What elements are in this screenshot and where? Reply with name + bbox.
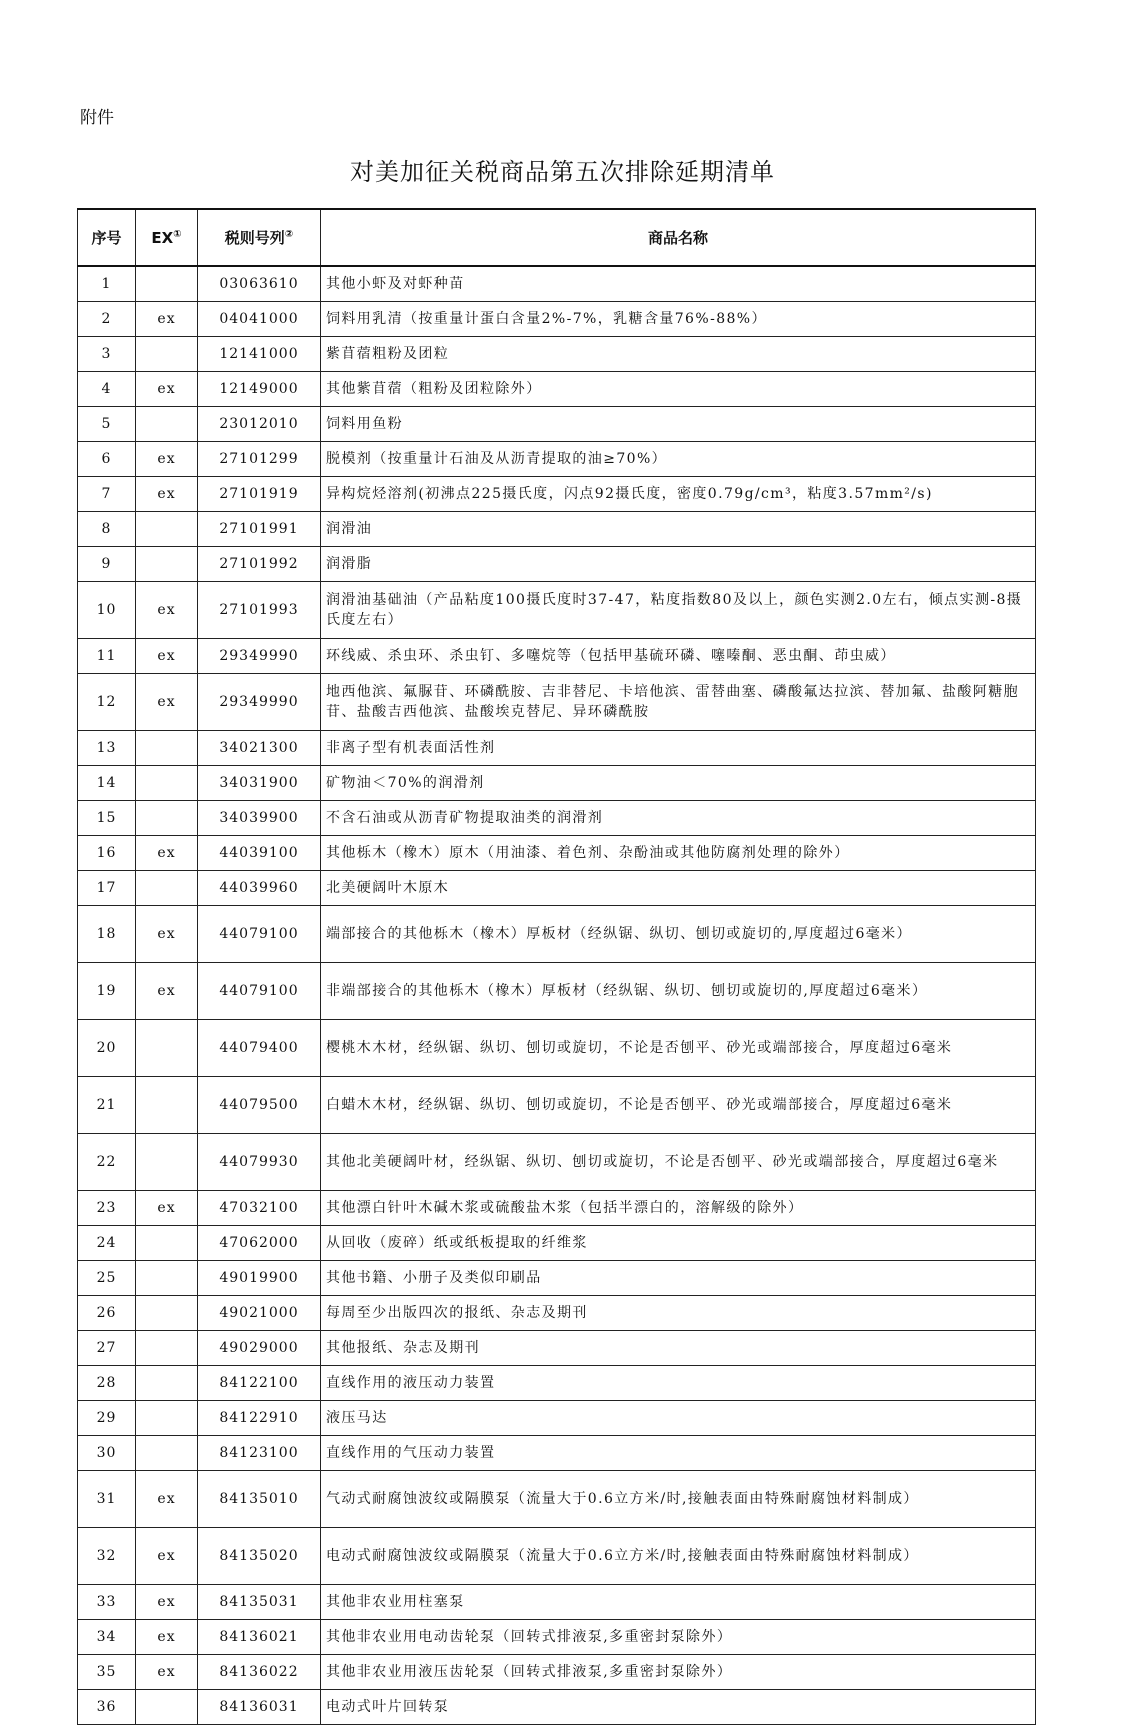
cell-ex: [136, 512, 198, 547]
page-title: 对美加征关税商品第五次排除延期清单: [350, 158, 775, 186]
table-row: [78, 1077, 1036, 1134]
cell-tariff-code: 84136021: [198, 1620, 321, 1655]
cell-ex: [136, 766, 198, 801]
cell-seq: 36: [78, 1690, 136, 1725]
cell-seq: 1: [78, 266, 136, 302]
cell-product-name: 电动式叶片回转泵: [321, 1690, 1036, 1725]
cell-ex: [136, 731, 198, 766]
cell-seq: 9: [78, 547, 136, 582]
cell-product-name: 直线作用的液压动力装置: [321, 1366, 1036, 1401]
table-row: [78, 1436, 1036, 1471]
cell-tariff-code: 84135010: [198, 1471, 321, 1528]
cell-seq: 15: [78, 801, 136, 836]
cell-tariff-code: 12141000: [198, 337, 321, 372]
table-row: [78, 302, 1036, 337]
cell-tariff-code: 44079100: [198, 963, 321, 1020]
cell-ex: [136, 1690, 198, 1725]
cell-seq: 14: [78, 766, 136, 801]
header-product-name: 商品名称: [321, 209, 1036, 266]
cell-ex: [136, 1331, 198, 1366]
cell-seq: 12: [78, 674, 136, 731]
cell-tariff-code: 27101299: [198, 442, 321, 477]
tariff-exclusion-table: [77, 208, 1036, 1725]
header-ex: EX①: [136, 209, 198, 266]
cell-ex: ex: [136, 1528, 198, 1585]
cell-product-name: 润滑脂: [321, 547, 1036, 582]
cell-ex: ex: [136, 582, 198, 639]
table-body: [78, 266, 1036, 1725]
cell-seq: 26: [78, 1296, 136, 1331]
cell-ex: [136, 871, 198, 906]
table-row: [78, 1620, 1036, 1655]
cell-seq: 3: [78, 337, 136, 372]
cell-ex: ex: [136, 302, 198, 337]
table-row: [78, 1655, 1036, 1690]
cell-seq: 24: [78, 1226, 136, 1261]
cell-tariff-code: 84136031: [198, 1690, 321, 1725]
cell-seq: 13: [78, 731, 136, 766]
cell-product-name: 其他紫苜蓿（粗粉及团粒除外）: [321, 372, 1036, 407]
cell-ex: ex: [136, 1191, 198, 1226]
cell-product-name: 紫苜蓿粗粉及团粒: [321, 337, 1036, 372]
cell-ex: ex: [136, 1655, 198, 1690]
cell-tariff-code: 49029000: [198, 1331, 321, 1366]
cell-seq: 11: [78, 639, 136, 674]
cell-seq: 20: [78, 1020, 136, 1077]
cell-ex: ex: [136, 372, 198, 407]
table-row: [78, 963, 1036, 1020]
cell-seq: 18: [78, 906, 136, 963]
cell-product-name: 地西他滨、氟脲苷、环磷酰胺、吉非替尼、卡培他滨、雷替曲塞、磷酸氟达拉滨、替加氟、盐酸阿糖胞苷、盐酸吉西他滨、盐酸埃克替尼、异环磷酰胺: [321, 674, 1036, 731]
table-row: [78, 477, 1036, 512]
cell-ex: [136, 1296, 198, 1331]
cell-tariff-code: 44079500: [198, 1077, 321, 1134]
table-header-row: [78, 209, 1036, 266]
table-row: [78, 1585, 1036, 1620]
cell-product-name: 直线作用的气压动力装置: [321, 1436, 1036, 1471]
cell-ex: ex: [136, 639, 198, 674]
cell-ex: ex: [136, 477, 198, 512]
table-row: [78, 1261, 1036, 1296]
table-row: [78, 1020, 1036, 1077]
table-row: [78, 512, 1036, 547]
cell-seq: 22: [78, 1134, 136, 1191]
cell-seq: 6: [78, 442, 136, 477]
cell-seq: 31: [78, 1471, 136, 1528]
cell-tariff-code: 47062000: [198, 1226, 321, 1261]
cell-tariff-code: 34039900: [198, 801, 321, 836]
cell-seq: 32: [78, 1528, 136, 1585]
cell-tariff-code: 44039960: [198, 871, 321, 906]
cell-seq: 34: [78, 1620, 136, 1655]
cell-tariff-code: 34031900: [198, 766, 321, 801]
cell-ex: [136, 407, 198, 442]
cell-ex: [136, 1020, 198, 1077]
cell-ex: [136, 1401, 198, 1436]
table-row: [78, 1366, 1036, 1401]
cell-product-name: 其他非农业用柱塞泵: [321, 1585, 1036, 1620]
cell-ex: ex: [136, 963, 198, 1020]
cell-ex: [136, 1077, 198, 1134]
cell-tariff-code: 49019900: [198, 1261, 321, 1296]
cell-tariff-code: 84135031: [198, 1585, 321, 1620]
attachment-label: 附件: [80, 108, 114, 128]
cell-seq: 25: [78, 1261, 136, 1296]
cell-product-name: 白蜡木木材，经纵锯、纵切、刨切或旋切，不论是否刨平、砂光或端部接合，厚度超过6毫米: [321, 1077, 1036, 1134]
cell-tariff-code: 44079100: [198, 906, 321, 963]
cell-tariff-code: 04041000: [198, 302, 321, 337]
table-row: [78, 836, 1036, 871]
cell-product-name: 饲料用鱼粉: [321, 407, 1036, 442]
cell-tariff-code: 29349990: [198, 674, 321, 731]
table-row: [78, 639, 1036, 674]
cell-tariff-code: 27101992: [198, 547, 321, 582]
cell-product-name: 其他报纸、杂志及期刊: [321, 1331, 1036, 1366]
cell-tariff-code: 84122100: [198, 1366, 321, 1401]
cell-tariff-code: 03063610: [198, 266, 321, 302]
cell-seq: 33: [78, 1585, 136, 1620]
cell-seq: 27: [78, 1331, 136, 1366]
cell-tariff-code: 84136022: [198, 1655, 321, 1690]
cell-product-name: 润滑油基础油（产品粘度100摄氏度时37-47，粘度指数80及以上，颜色实测2.0左右，倾点实测-8摄氏度左右）: [321, 582, 1036, 639]
table-row: [78, 731, 1036, 766]
table-row: [78, 1191, 1036, 1226]
cell-ex: ex: [136, 1471, 198, 1528]
cell-tariff-code: 44079930: [198, 1134, 321, 1191]
cell-ex: ex: [136, 906, 198, 963]
cell-product-name: 脱模剂（按重量计石油及从沥青提取的油≥70%）: [321, 442, 1036, 477]
table-row: [78, 1471, 1036, 1528]
table-row: [78, 1134, 1036, 1191]
cell-ex: [136, 801, 198, 836]
cell-ex: ex: [136, 836, 198, 871]
cell-product-name: 环线威、杀虫环、杀虫钉、多噻烷等（包括甲基硫环磷、噻嗪酮、恶虫酮、茚虫威）: [321, 639, 1036, 674]
table-row: [78, 906, 1036, 963]
table-row: [78, 766, 1036, 801]
cell-seq: 17: [78, 871, 136, 906]
cell-tariff-code: 29349990: [198, 639, 321, 674]
cell-product-name: 其他北美硬阔叶材，经纵锯、纵切、刨切或旋切，不论是否刨平、砂光或端部接合，厚度超过6毫米: [321, 1134, 1036, 1191]
table-row: [78, 442, 1036, 477]
cell-ex: [136, 547, 198, 582]
header-tariff-code: 税则号列②: [198, 209, 321, 266]
cell-product-name: 端部接合的其他栎木（橡木）厚板材（经纵锯、纵切、刨切或旋切的,厚度超过6毫米）: [321, 906, 1036, 963]
cell-product-name: 电动式耐腐蚀波纹或隔膜泵（流量大于0.6立方米/时,接触表面由特殊耐腐蚀材料制成）: [321, 1528, 1036, 1585]
table-row: [78, 407, 1036, 442]
cell-ex: ex: [136, 1620, 198, 1655]
header-seq: 序号: [78, 209, 136, 266]
cell-ex: [136, 1366, 198, 1401]
cell-product-name: 饲料用乳清（按重量计蛋白含量2%-7%，乳糖含量76%-88%）: [321, 302, 1036, 337]
cell-product-name: 润滑油: [321, 512, 1036, 547]
cell-product-name: 每周至少出版四次的报纸、杂志及期刊: [321, 1296, 1036, 1331]
cell-product-name: 其他书籍、小册子及类似印刷品: [321, 1261, 1036, 1296]
table-row: [78, 1528, 1036, 1585]
cell-tariff-code: 84122910: [198, 1401, 321, 1436]
footnote-marker: ②: [284, 229, 294, 240]
cell-product-name: 非端部接合的其他栎木（橡木）厚板材（经纵锯、纵切、刨切或旋切的,厚度超过6毫米）: [321, 963, 1036, 1020]
cell-product-name: 液压马达: [321, 1401, 1036, 1436]
cell-product-name: 其他非农业用液压齿轮泵（回转式排液泵,多重密封泵除外）: [321, 1655, 1036, 1690]
cell-tariff-code: 27101993: [198, 582, 321, 639]
cell-ex: [136, 1226, 198, 1261]
cell-tariff-code: 27101919: [198, 477, 321, 512]
cell-seq: 2: [78, 302, 136, 337]
footnote-marker: ①: [173, 228, 182, 240]
cell-ex: [136, 1134, 198, 1191]
cell-product-name: 其他栎木（橡木）原木（用油漆、着色剂、杂酚油或其他防腐剂处理的除外）: [321, 836, 1036, 871]
table-row: [78, 871, 1036, 906]
cell-product-name: 不含石油或从沥青矿物提取油类的润滑剂: [321, 801, 1036, 836]
cell-tariff-code: 34021300: [198, 731, 321, 766]
table-row: [78, 547, 1036, 582]
cell-ex: [136, 266, 198, 302]
cell-seq: 23: [78, 1191, 136, 1226]
cell-ex: [136, 1436, 198, 1471]
cell-seq: 10: [78, 582, 136, 639]
cell-seq: 21: [78, 1077, 136, 1134]
cell-seq: 16: [78, 836, 136, 871]
cell-seq: 28: [78, 1366, 136, 1401]
cell-product-name: 异构烷烃溶剂(初沸点225摄氏度，闪点92摄氏度，密度0.79g/cm³，粘度3.57mm²/s): [321, 477, 1036, 512]
cell-product-name: 矿物油＜70%的润滑剂: [321, 766, 1036, 801]
cell-seq: 30: [78, 1436, 136, 1471]
table-row: [78, 674, 1036, 731]
cell-tariff-code: 49021000: [198, 1296, 321, 1331]
cell-tariff-code: 12149000: [198, 372, 321, 407]
cell-seq: 8: [78, 512, 136, 547]
cell-seq: 5: [78, 407, 136, 442]
cell-seq: 4: [78, 372, 136, 407]
cell-tariff-code: 44039100: [198, 836, 321, 871]
table-row: [78, 1331, 1036, 1366]
cell-product-name: 气动式耐腐蚀波纹或隔膜泵（流量大于0.6立方米/时,接触表面由特殊耐腐蚀材料制成）: [321, 1471, 1036, 1528]
cell-ex: ex: [136, 1585, 198, 1620]
cell-tariff-code: 23012010: [198, 407, 321, 442]
table-row: [78, 266, 1036, 302]
table-row: [78, 582, 1036, 639]
cell-product-name: 非离子型有机表面活性剂: [321, 731, 1036, 766]
table-row: [78, 801, 1036, 836]
cell-tariff-code: 84123100: [198, 1436, 321, 1471]
cell-tariff-code: 44079400: [198, 1020, 321, 1077]
cell-tariff-code: 27101991: [198, 512, 321, 547]
table-row: [78, 1401, 1036, 1436]
cell-seq: 29: [78, 1401, 136, 1436]
cell-ex: ex: [136, 674, 198, 731]
table-row: [78, 1690, 1036, 1725]
cell-product-name: 其他非农业用电动齿轮泵（回转式排液泵,多重密封泵除外）: [321, 1620, 1036, 1655]
cell-product-name: 从回收（废碎）纸或纸板提取的纤维浆: [321, 1226, 1036, 1261]
cell-seq: 35: [78, 1655, 136, 1690]
cell-product-name: 其他小虾及对虾种苗: [321, 266, 1036, 302]
cell-ex: [136, 1261, 198, 1296]
table-row: [78, 337, 1036, 372]
cell-product-name: 北美硬阔叶木原木: [321, 871, 1036, 906]
cell-seq: 19: [78, 963, 136, 1020]
cell-tariff-code: 84135020: [198, 1528, 321, 1585]
cell-ex: ex: [136, 442, 198, 477]
table-row: [78, 372, 1036, 407]
cell-seq: 7: [78, 477, 136, 512]
cell-ex: [136, 337, 198, 372]
cell-product-name: 其他漂白针叶木碱木浆或硫酸盐木浆（包括半漂白的，溶解级的除外）: [321, 1191, 1036, 1226]
table-row: [78, 1296, 1036, 1331]
cell-product-name: 樱桃木木材，经纵锯、纵切、刨切或旋切，不论是否刨平、砂光或端部接合，厚度超过6毫米: [321, 1020, 1036, 1077]
cell-tariff-code: 47032100: [198, 1191, 321, 1226]
table-row: [78, 1226, 1036, 1261]
